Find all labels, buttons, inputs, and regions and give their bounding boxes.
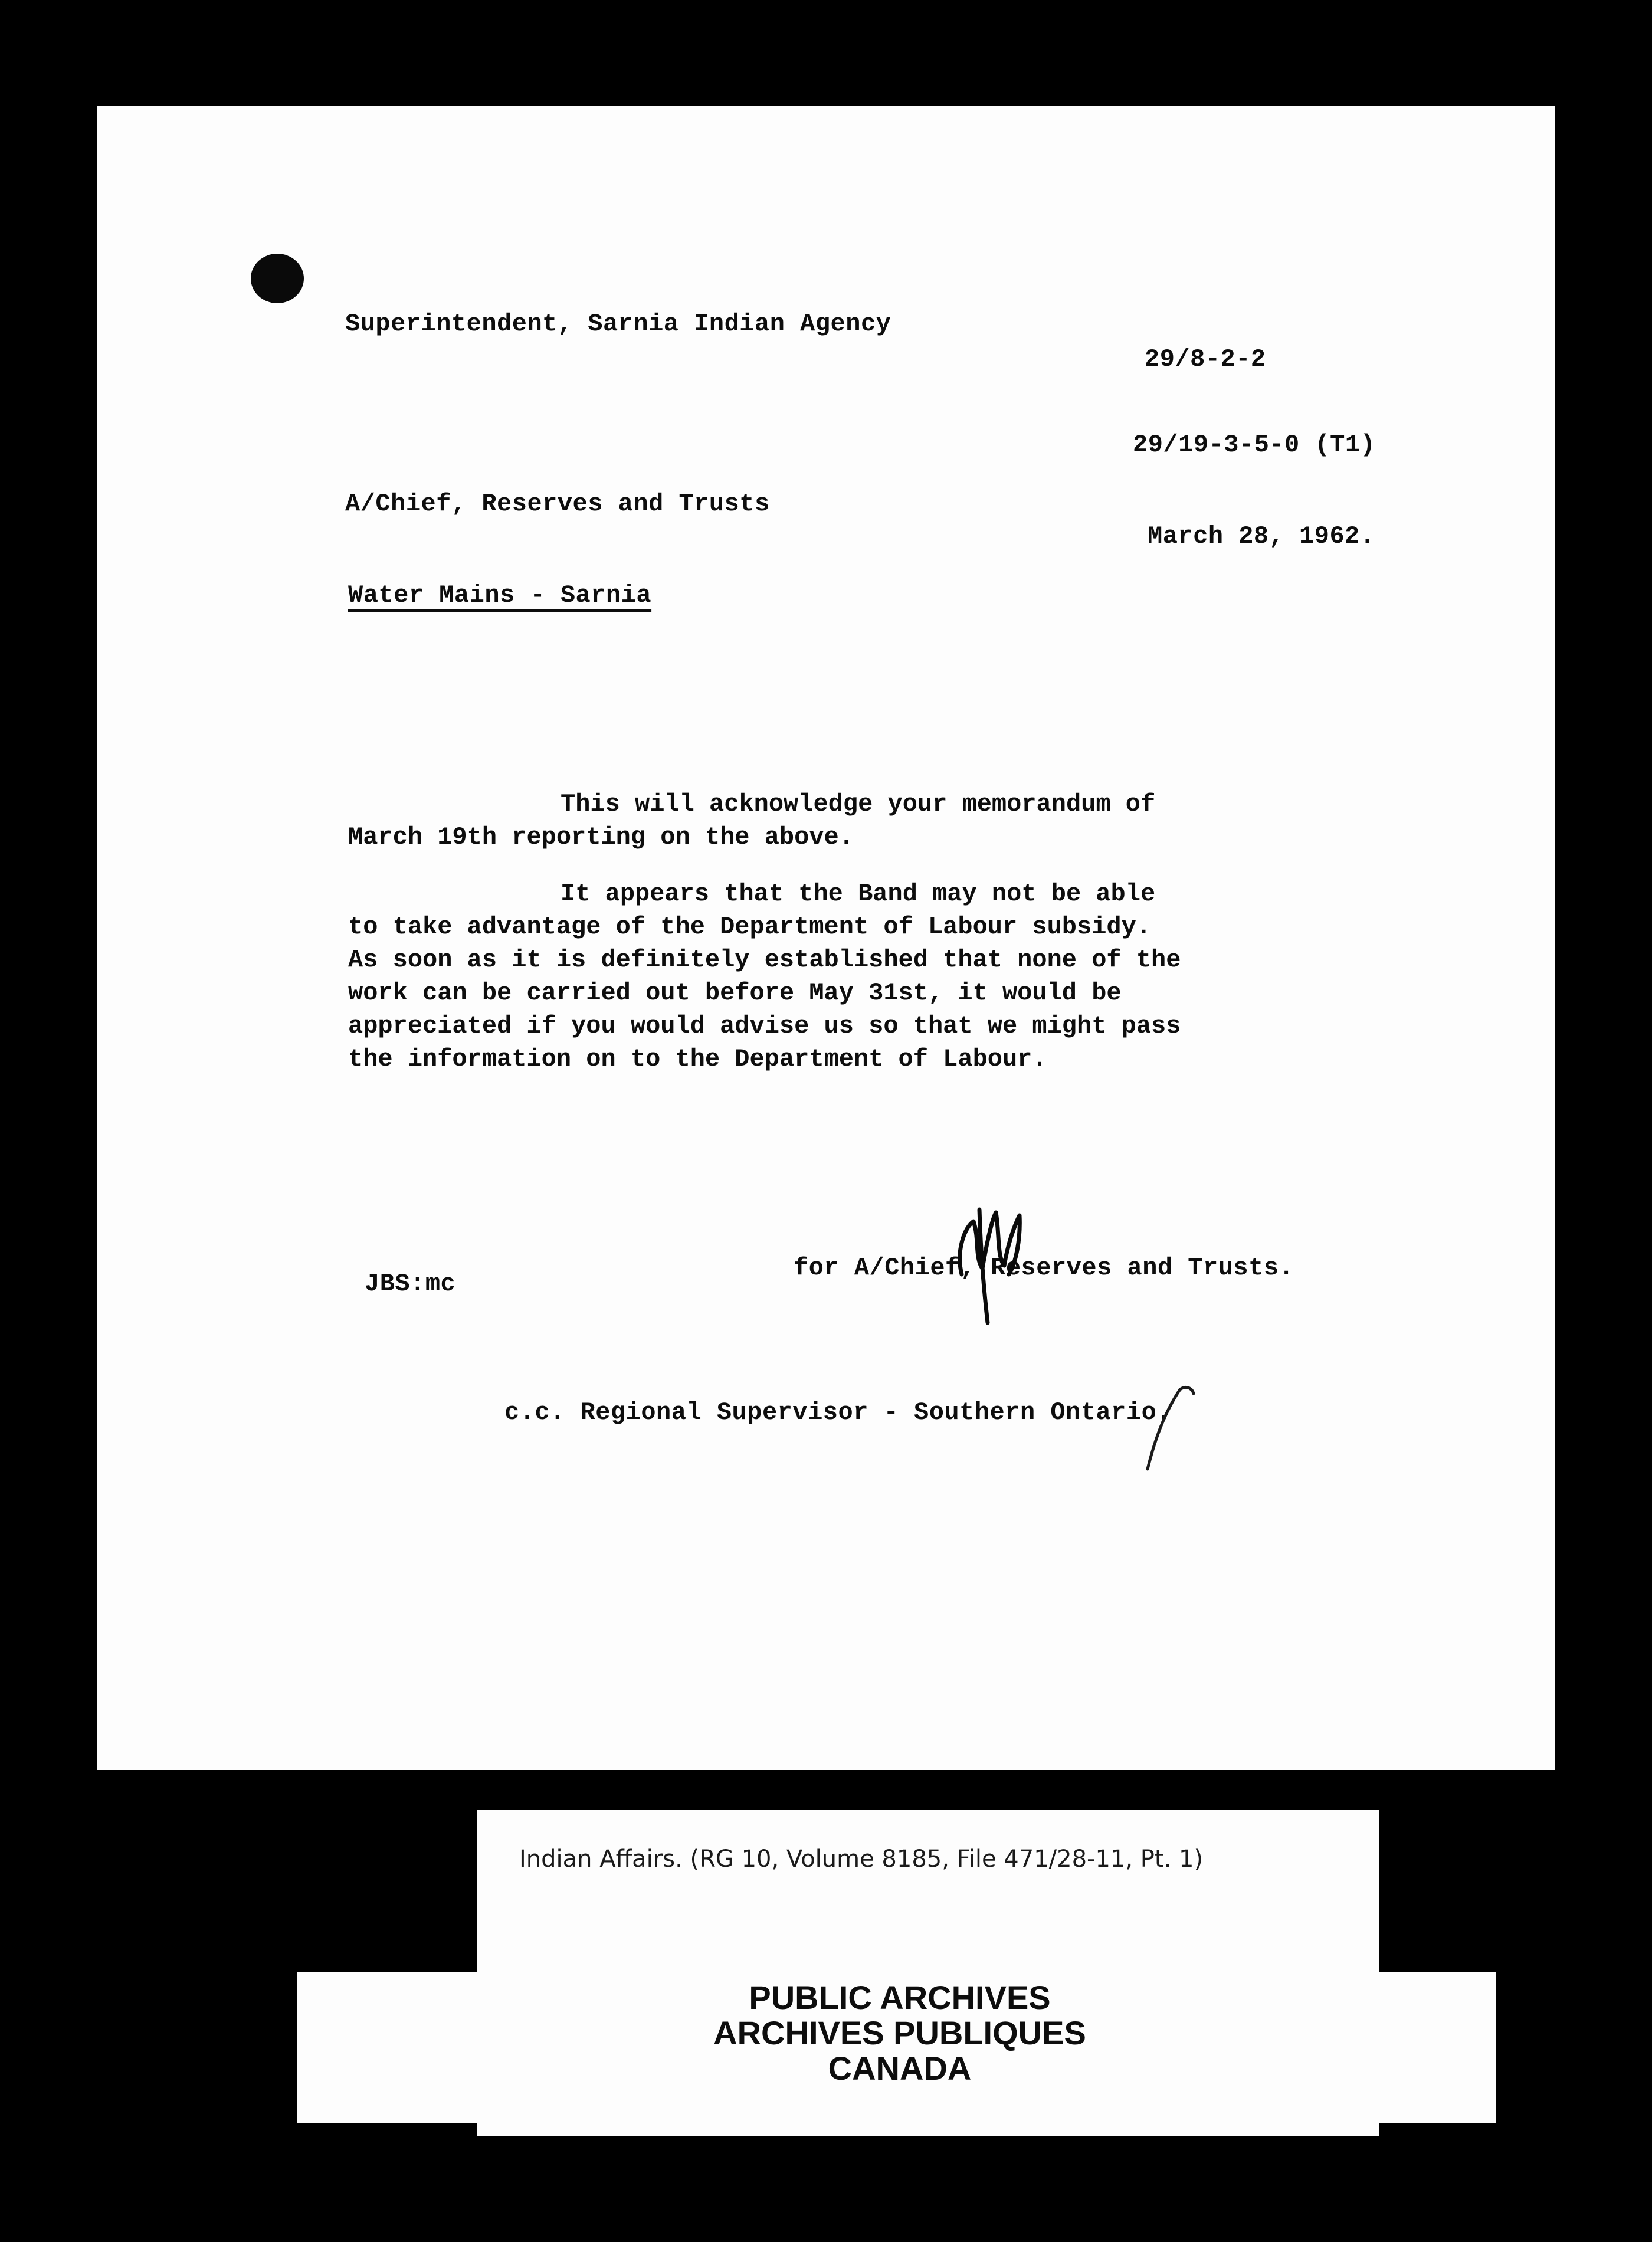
file-reference-2: 29/19-3-5-0 (T1): [1133, 431, 1376, 459]
file-reference-1: 29/8-2-2: [1145, 345, 1266, 373]
stamp-line-french: ARCHIVES PUBLIQUES: [713, 2014, 1086, 2051]
handwritten-signature: [938, 1186, 1032, 1328]
paragraph-2: [348, 877, 1181, 1076]
memo-recipient: Superintendent, Sarnia Indian Agency: [345, 310, 891, 338]
paragraph-2-line: It appears that the Band may not be able: [560, 880, 1156, 908]
carbon-copy-line: c.c. Regional Supervisor - Southern Ontario.: [504, 1398, 1172, 1427]
archive-label-base: [477, 2118, 1379, 2136]
punch-hole: [251, 254, 304, 303]
paragraph-2-line: work can be carried out before May 31st, it would be: [348, 979, 1122, 1007]
signature-line: for A/Chief, Reserves and Trusts.: [794, 1254, 1294, 1282]
paragraph-2-line: to take advantage of the Department of Labour subsidy.: [348, 913, 1152, 941]
stamp-line-country: CANADA: [828, 2050, 972, 2087]
paragraph-2-line: As soon as it is definitely established that none of the: [348, 946, 1181, 974]
memo-subject: Water Mains - Sarnia: [348, 581, 652, 609]
paragraph-2-line: appreciated if you would advise us so that we might pass: [348, 1012, 1181, 1040]
check-mark: [1136, 1381, 1207, 1475]
stamp-line-english: PUBLIC ARCHIVES: [749, 1979, 1051, 2016]
archive-citation: Indian Affairs. (RG 10, Volume 8185, File 471/28-11, Pt. 1): [519, 1846, 1204, 1873]
paragraph-1: [348, 788, 1155, 854]
archive-stamp: [664, 1980, 1136, 2086]
typist-initials: JBS:mc: [365, 1270, 456, 1298]
paragraph-1-line: This will acknowledge your memorandum of: [560, 790, 1156, 818]
memo-sender: A/Chief, Reserves and Trusts: [345, 490, 770, 518]
paragraph-2-line: the information on to the Department of Labour.: [348, 1045, 1047, 1073]
memo-date: March 28, 1962.: [1148, 522, 1375, 550]
paragraph-1-line: March 19th reporting on the above.: [348, 823, 854, 851]
